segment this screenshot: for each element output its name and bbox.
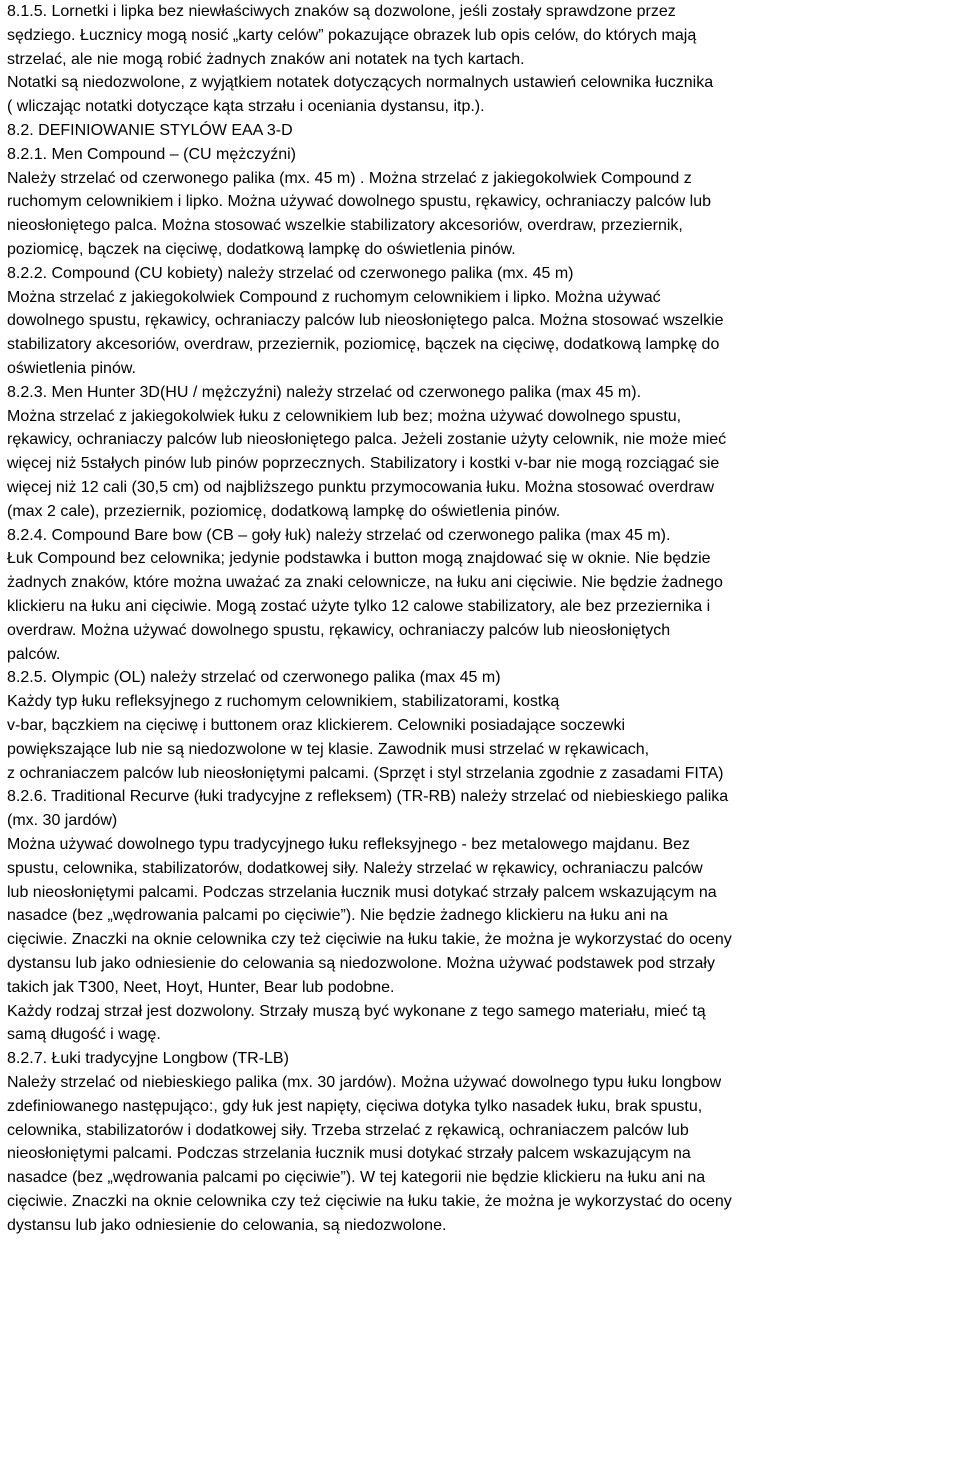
text-line: celownika, stabilizatorów i dodatkowej siły. Trzeba strzelać z rękawicą, ochraniaczem palców lub bbox=[7, 1121, 689, 1139]
text-line: takich jak T300, Neet, Hoyt, Hunter, Bear lub podobne. bbox=[7, 978, 395, 996]
text-line: dowolnego spustu, rękawicy, ochraniaczy palców lub nieosłoniętego palca. Można stosować wszelkie bbox=[7, 312, 724, 330]
text-line: żadnych znaków, które można uważać za znaki celownicze, na łuku ani cięciwie. Nie będzie żadnego bbox=[7, 574, 723, 592]
text-line: stabilizatory akcesoriów, overdraw, przeziernik, poziomicę, bączek na cięciwę, dodatkową lampkę do bbox=[7, 336, 720, 354]
text-line: dystansu lub jako odniesienie do celowania, są niedozwolone. bbox=[7, 1216, 447, 1234]
text-line: nieosłoniętego palca. Można stosować wszelkie stabilizatory akcesoriów, overdraw, przeziernik, bbox=[7, 217, 683, 235]
text-line: ruchomym celownikiem i lipko. Można używać dowolnego spustu, rękawicy, ochraniaczy palców lub bbox=[7, 193, 712, 211]
text-line: nasadce (bez „wędrowania palcami po cięciwie”). Nie będzie żadnego klickieru na łuku ani na bbox=[7, 907, 668, 925]
text-line: rękawicy, ochraniaczy palców lub nieosłoniętego palca. Jeżeli zostanie użyty celownik, nie może mieć bbox=[7, 431, 727, 449]
text-line: ( wliczając notatki dotyczące kąta strzału i oceniania dystansu, itp.). bbox=[7, 98, 485, 116]
text-line: oświetlenia pinów. bbox=[7, 360, 136, 377]
text-line: Łuk Compound bez celownika; jedynie podstawka i button mogą znajdować się w oknie. Nie będzie bbox=[7, 550, 711, 568]
text-line: spustu, celownika, stabilizatorów, dodatkowej siły. Należy strzelać w rękawicy, ochraniaczu palców bbox=[7, 859, 703, 877]
text-line: nieosłoniętymi palcami. Podczas strzelania łucznik musi dotykać strzały palcem wskazującym na bbox=[7, 1145, 691, 1163]
text-line: zdefiniowanego następująco:, gdy łuk jest napięty, cięciwa dotyka tylko nasadek łuku, brak spustu, bbox=[7, 1097, 703, 1115]
text-line: cięciwie. Znaczki na oknie celownika czy też cięciwie na łuku takie, że można je wykorzystać do oceny bbox=[7, 1193, 732, 1210]
subsection-heading: 8.2.1. Men Compound – (CU mężczyźni) bbox=[7, 145, 296, 163]
subsection-heading: 8.2.5. Olympic (OL) należy strzelać od czerwonego palika (max 45 m) bbox=[7, 669, 501, 687]
subsection-heading: 8.2.3. Men Hunter 3D(HU / mężczyźni) należy strzelać od czerwonego palika (max 45 m). bbox=[7, 383, 642, 401]
text-line: powiększające lub nie są niedozwolone w tej klasie. Zawodnik musi strzelać w rękawicach, bbox=[7, 740, 650, 758]
text-line: sędziego. Łucznicy mogą nosić „karty celów” pokazujące obrazek lub opis celów, do których mają bbox=[7, 26, 697, 44]
text-line: dystansu lub jako odniesienie do celowania są niedozwolone. Można używać podstawek pod strzały bbox=[7, 955, 715, 972]
text-line: (mx. 30 jardów) bbox=[7, 812, 118, 830]
text-line: Każdy typ łuku refleksyjnego z ruchomym celownikiem, stabilizatorami, kostką bbox=[7, 693, 560, 711]
text-line: (max 2 cale), przeziernik, poziomicę, dodatkową lampkę do oświetlenia pinów. bbox=[7, 502, 561, 520]
text-line: Każdy rodzaj strzał jest dozwolony. Strzały muszą być wykonane z tego samego materiału, mieć tą bbox=[7, 1002, 706, 1020]
subsection-heading: 8.2.4. Compound Bare bow (CB – goły łuk) należy strzelać od czerwonego palika (max 45 m). bbox=[7, 526, 671, 544]
text-line: cięciwie. Znaczki na oknie celownika czy też cięciwie na łuku takie, że można je wykorzystać do oceny bbox=[7, 931, 732, 949]
text-line: Można strzelać z jakiegokolwiek Compound z ruchomym celownikiem i lipko. Można używać bbox=[7, 288, 661, 306]
text-line: Należy strzelać od niebieskiego palika (mx. 30 jardów). Można używać dowolnego typu łuku longbow bbox=[7, 1074, 722, 1091]
text-line: lub nieosłoniętymi palcami. Podczas strzelania łucznik musi dotykać strzały palcem wskazującym na bbox=[7, 883, 717, 901]
subsection-heading: 8.2.2. Compound (CU kobiety) należy strzelać od czerwonego palika (mx. 45 m) bbox=[7, 264, 574, 282]
text-line: nasadce (bez „wędrowania palcami po cięciwie”). W tej kategorii nie będzie klickieru na łuku ani na bbox=[7, 1169, 706, 1187]
text-line: strzelać, ale nie mogą robić żadnych znaków ani notatek na tych kartach. bbox=[7, 50, 525, 68]
text-line: więcej niż 5stałych pinów lub pinów poprzecznych. Stabilizatory i kostki v-bar nie mogą rozciągać sie bbox=[7, 455, 720, 473]
text-line: v-bar, bączkiem na cięciwę i buttonem oraz klickierem. Celowniki posiadające soczewki bbox=[7, 717, 626, 734]
text-line: Można używać dowolnego typu tradycyjnego łuku refleksyjnego - bez metalowego majdanu. Bez bbox=[7, 836, 691, 853]
text-line: overdraw. Można używać dowolnego spustu, rękawicy, ochraniaczy palców lub nieosłoniętych bbox=[7, 621, 671, 639]
text-line: Należy strzelać od czerwonego palika (mx. 45 m) . Można strzelać z jakiegokolwiek Compound z bbox=[7, 169, 692, 187]
text-line: palców. bbox=[7, 645, 61, 663]
text-line: 8.1.5. Lornetki i lipka bez niewłaściwych znaków są dozwolone, jeśli zostały sprawdzone przez bbox=[7, 3, 676, 20]
text-line: z ochraniaczem palców lub nieosłoniętymi palcami. (Sprzęt i styl strzelania zgodnie z zasadami FITA) bbox=[7, 764, 724, 782]
text-line: poziomicę, bączek na cięciwę, dodatkową lampkę do oświetlenia pinów. bbox=[7, 241, 516, 258]
subsection-heading: 8.2.7. Łuki tradycyjne Longbow (TR-LB) bbox=[7, 1050, 289, 1068]
subsection-heading: 8.2.6. Traditional Recurve (łuki tradycyjne z refleksem) (TR-RB) należy strzelać od niebieskiego palika bbox=[7, 788, 729, 806]
text-line: Można strzelać z jakiegokolwiek łuku z celownikiem lub bez; można używać dowolnego spustu, bbox=[7, 407, 682, 425]
text-line: Notatki są niedozwolone, z wyjątkiem notatek dotyczących normalnych ustawień celownika łucznika bbox=[7, 74, 714, 92]
section-heading: 8.2. DEFINIOWANIE STYLÓW EAA 3-D bbox=[7, 122, 293, 139]
text-line: samą długość i wagę. bbox=[7, 1026, 161, 1044]
text-line: więcej niż 12 cali (30,5 cm) od najbliższego punktu przymocowania łuku. Można stosować overdraw bbox=[7, 479, 714, 496]
text-line: klickieru na łuku ani cięciwie. Mogą zostać użyte tylko 12 calowe stabilizatory, ale bez przeziernika i bbox=[7, 598, 711, 615]
